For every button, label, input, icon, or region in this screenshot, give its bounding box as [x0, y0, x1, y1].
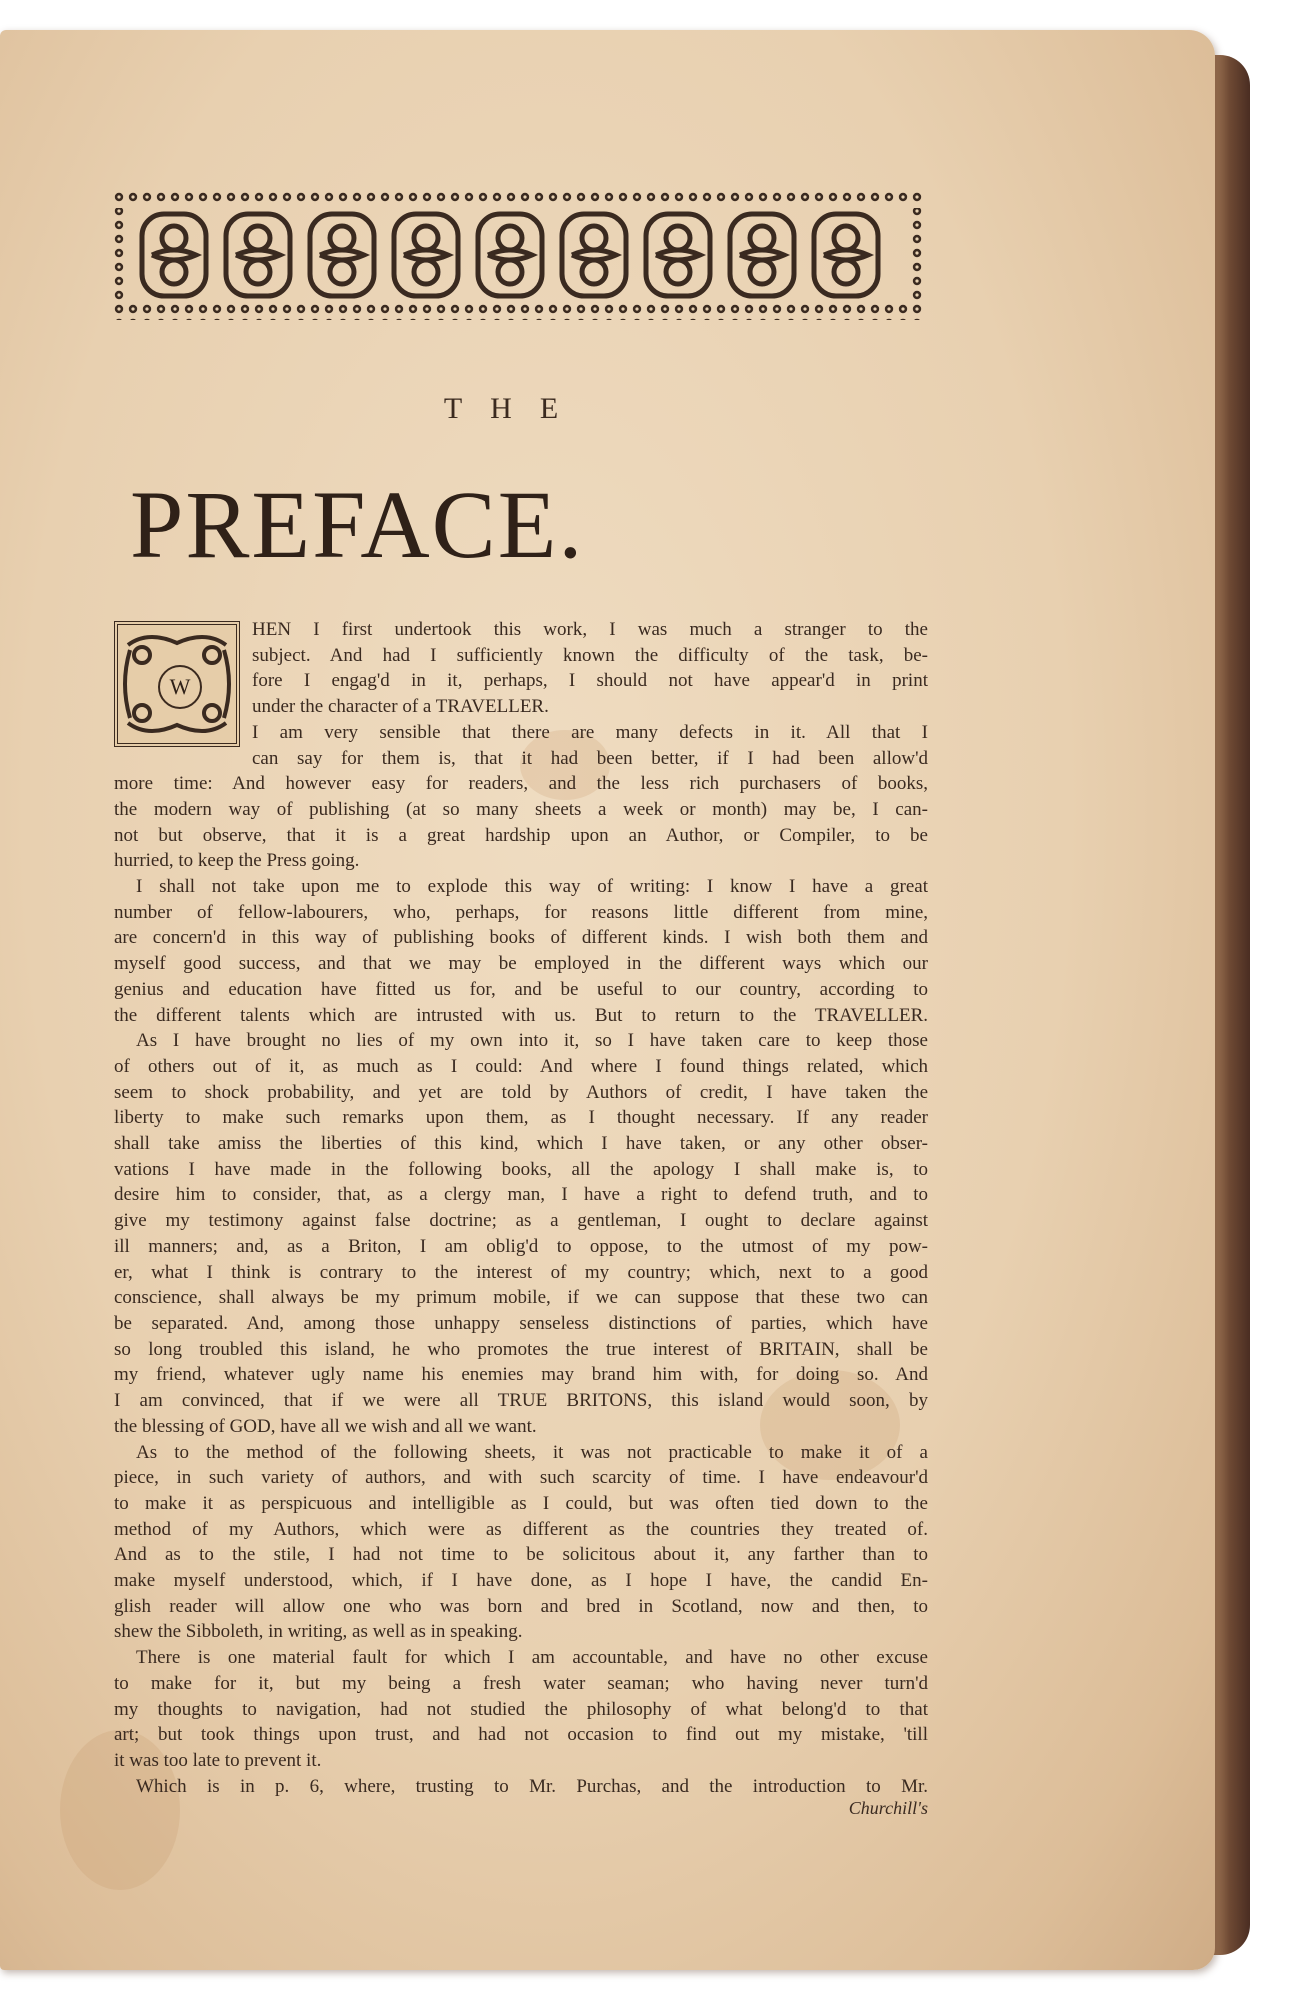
- text-line: my thoughts to navigation, had not studied the philosophy of what belong'd to that: [114, 1698, 928, 1720]
- text-line: genius and education have fitted us for, and be useful to our country, according to: [114, 978, 928, 1000]
- text-line: glish reader will allow one who was born and bred in Scotland, now and then, to: [114, 1595, 928, 1617]
- text-line: more time: And however easy for readers, and the less rich purchasers of books,: [114, 773, 928, 795]
- text-line: hurried, to keep the Press going.: [114, 850, 360, 872]
- text-line: not but observe, that it is a great hardship upon an Author, or Compiler, to be: [114, 824, 928, 846]
- text-line: method of my Authors, which were as different as the countries they treated of.: [114, 1518, 928, 1540]
- text-line: desire him to consider, that, as a clergy man, I have a right to defend truth, and to: [114, 1184, 928, 1206]
- text-line: number of fellow-labourers, who, perhaps, for reasons little different from mine,: [114, 901, 928, 923]
- text-line: it was too late to prevent it.: [114, 1749, 322, 1771]
- text-line: be separated. And, among those unhappy senseless distinctions of parties, which have: [114, 1312, 928, 1334]
- text-line: of others out of it, as much as I could: And where I found things related, which: [114, 1055, 928, 1077]
- text-line: shall take amiss the liberties of this kind, which I have taken, or any other obser-: [114, 1133, 928, 1155]
- text-line: I am convinced, that if we were all TRUE BRITONS, this island would soon, by: [114, 1390, 928, 1412]
- text-line: seem to shock probability, and yet are told by Authors of credit, I have taken the: [114, 1081, 928, 1103]
- text-line: er, what I think is contrary to the interest of my country; which, next to a good: [114, 1261, 928, 1283]
- text-line: are concern'd in this way of publishing books of different kinds. I wish both them and: [114, 927, 928, 949]
- drop-cap-letter: W: [158, 665, 202, 709]
- text-line: under the character of a TRAVELLER.: [252, 696, 549, 718]
- text-line: art; but took things upon trust, and had not occasion to find out my mistake, 'till: [114, 1724, 928, 1746]
- text-line: HEN I first undertook this work, I was much a stranger to the: [252, 619, 928, 640]
- text-line: to make it as perspicuous and intelligible as I could, but was often tied down to the: [114, 1492, 928, 1514]
- text-line: As I have brought no lies of my own into it, so I have taken care to keep those: [136, 1030, 928, 1052]
- text-line: subject. And had I sufficiently known the difficulty of the task, be-: [252, 644, 928, 666]
- text-line: can say for them is, that it had been better, if I had been allow'd: [252, 747, 928, 769]
- title-the: THE: [443, 392, 587, 425]
- text-line: As to the method of the following sheets, it was not practicable to make it of a: [136, 1441, 928, 1463]
- text-line: Which is in p. 6, where, trusting to Mr. Purchas, and the introduction to Mr.: [136, 1775, 928, 1797]
- text-line: give my testimony against false doctrine; as a gentleman, I ought to declare against: [114, 1210, 928, 1232]
- text-line: the modern way of publishing (at so many sheets a week or month) may be, I can-: [114, 798, 928, 820]
- text-line: the different talents which are intrusted with us. But to return to the TRAVELLER.: [114, 1004, 928, 1026]
- text-line: fore I engag'd in it, perhaps, I should not have appear'd in print: [252, 670, 928, 692]
- text-line: so long troubled this island, he who promotes the true interest of BRITAIN, shall be: [114, 1338, 928, 1360]
- preface-body: [114, 617, 928, 1799]
- text-line: And as to the stile, I had not time to be solicitous about it, any farther than to: [114, 1544, 928, 1566]
- text-line: myself good success, and that we may be employed in the different ways which our: [114, 953, 928, 975]
- text-line: ill manners; and, as a Briton, I am oblig'd to oppose, to the utmost of my pow-: [114, 1235, 928, 1257]
- text-line: shew the Sibboleth, in writing, as well as in speaking.: [114, 1621, 523, 1643]
- text-line: liberty to make such remarks upon them, as I thought necessary. If any reader: [114, 1107, 928, 1129]
- page-title: PREFACE.: [130, 471, 585, 578]
- text-line: make myself understood, which, if I have done, as I hope I have, the candid En-: [114, 1570, 928, 1592]
- text-line: piece, in such variety of authors, and with such scarcity of time. I have endeavour'd: [114, 1467, 928, 1489]
- text-line: my friend, whatever ugly name his enemies may brand him with, for doing so. And: [114, 1364, 928, 1386]
- text-line: vations I have made in the following books, all the apology I shall make is, to: [114, 1158, 928, 1180]
- text-line: I shall not take upon me to explode this way of writing: I know I have a great: [136, 876, 928, 898]
- text-line: to make for it, but my being a fresh water seaman; who having never turn'd: [114, 1672, 928, 1694]
- catchword: Churchill's: [848, 1798, 928, 1818]
- text-line: the blessing of GOD, have all we wish and all we want.: [114, 1415, 537, 1437]
- text-line: There is one material fault for which I am accountable, and have no other excuse: [136, 1647, 928, 1669]
- text-line: conscience, shall always be my primum mobile, if we can suppose that these two can: [114, 1287, 928, 1309]
- text-line: I am very sensible that there are many defects in it. All that I: [252, 721, 928, 743]
- ornamental-headpiece: [112, 190, 924, 320]
